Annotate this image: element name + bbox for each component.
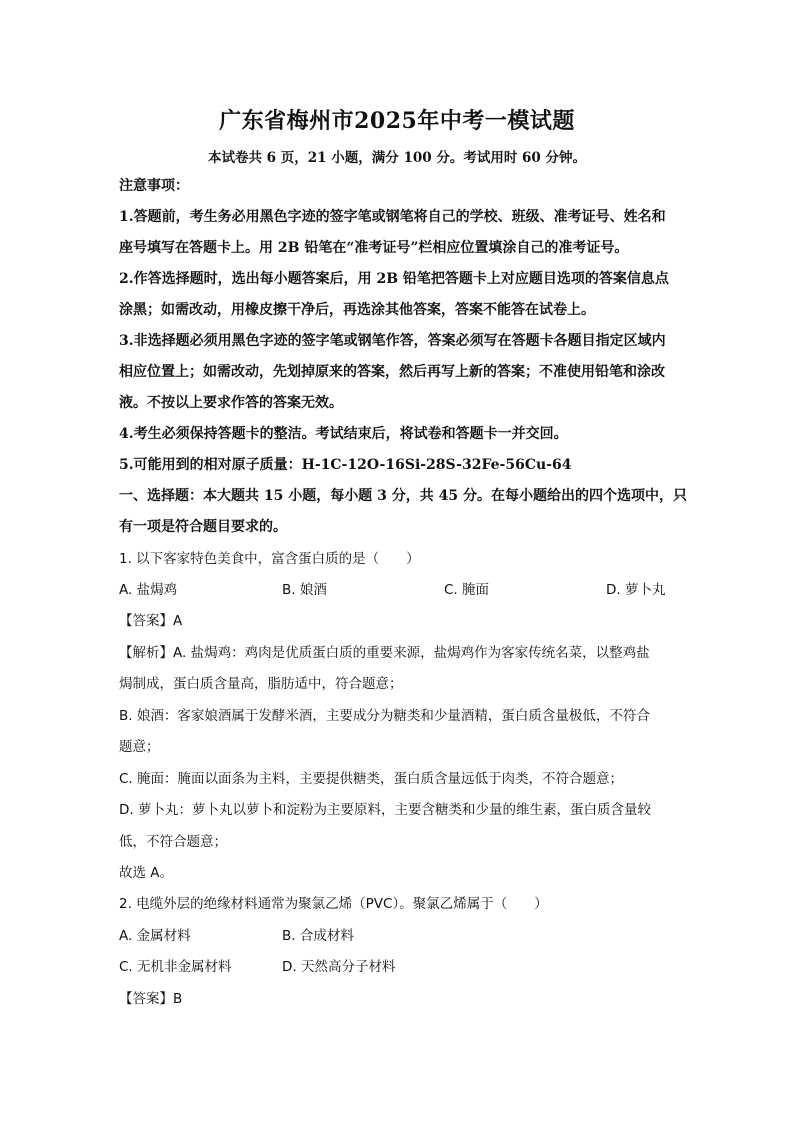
q1-conclusion: 故选 A。 — [119, 865, 174, 881]
note-2-line-1: 2.作答选择题时，选出每小题答案后，用 2B 铅笔把答题卡上对应题目选项的答案信息点 — [119, 271, 669, 287]
q1-option-c: C. 腌面 — [444, 582, 490, 598]
note-3-line-3: 液。不按以上要求作答的答案无效。 — [119, 395, 343, 411]
note-1-line-2: 座号填写在答题卡上。用 2B 铅笔在“准考证号”栏相应位置填涂自己的准考证号。 — [119, 240, 629, 256]
q2-option-c: C. 无机非金属材料 — [119, 959, 232, 975]
q2-option-b: B. 合成材料 — [282, 928, 354, 944]
q1-analysis-line: B. 娘酒：客家娘酒属于发酵米酒，主要成分为糖类和少量酒精，蛋白质含量极低，不符合 — [119, 708, 650, 724]
question-2-stem: 2. 电缆外层的绝缘材料通常为聚氯乙烯（PVC）。聚氯乙烯属于（ ） — [119, 896, 548, 912]
section-heading-line-1: 一、选择题：本大题共 15 小题，每小题 3 分，共 45 分。在每小题给出的四个选项中，只 — [119, 488, 687, 504]
q1-analysis-line: 低，不符合题意； — [119, 834, 227, 850]
q1-option-d: D. 萝卜丸 — [606, 582, 666, 598]
q1-analysis-line: 焗制成，蛋白质含量高，脂肪适中，符合题意； — [119, 676, 403, 692]
q1-analysis-line: C. 腌面：腌面以面条为主料，主要提供糖类，蛋白质含量远低于肉类，不符合题意； — [119, 771, 624, 787]
q2-option-a: A. 金属材料 — [119, 928, 191, 944]
note-2-line-2: 涂黑；如需改动，用橡皮擦干净后，再选涂其他答案，答案不能答在试卷上。 — [119, 302, 595, 318]
q1-analysis-line: D. 萝卜丸：萝卜丸以萝卜和淀粉为主要原料，主要含糖类和少量的维生素，蛋白质含量较 — [119, 802, 651, 818]
q1-option-b: B. 娘酒 — [282, 582, 327, 598]
note-1-line-1: 1.答题前，考生务必用黑色字迹的签字笔或钢笔将自己的学校、班级、准考证号、姓名和 — [119, 209, 666, 225]
question-1-stem: 1. 以下客家特色美食中，富含蛋白质的是（ ） — [119, 551, 420, 567]
note-3-line-1: 3.非选择题必须用黑色字迹的签字笔或钢笔作答，答案必须写在答题卡各题目指定区域内 — [119, 333, 666, 349]
q2-answer: 【答案】B — [119, 991, 183, 1007]
page-title: 广东省梅州市2025年中考一模试题 — [219, 108, 575, 134]
q1-analysis-line: 【解析】A. 盐焗鸡：鸡肉是优质蛋白质的重要来源，盐焗鸡作为客家传统名菜，以整鸡盐 — [119, 645, 650, 661]
notes-heading: 注意事项： — [119, 178, 189, 194]
q1-analysis-line: 题意； — [119, 739, 160, 755]
exam-info: 本试卷共 6 页，21 小题，满分 100 分。考试用时 60 分钟。 — [207, 150, 587, 166]
note-3-line-2: 相应位置上；如需改动，先划掉原来的答案，然后再写上新的答案；不准使用铅笔和涂改 — [119, 364, 665, 380]
note-5: 5.可能用到的相对原子质量：H-1C-12O-16Si-28S-32Fe-56Cu-64 — [119, 457, 572, 473]
q1-option-a: A. 盐焗鸡 — [119, 582, 178, 598]
q1-answer: 【答案】A — [119, 613, 183, 629]
section-heading-line-2: 有一项是符合题目要求的。 — [119, 519, 287, 535]
q2-option-d: D. 天然高分子材料 — [282, 959, 396, 975]
note-4: 4.考生必须保持答题卡的整洁。考试结束后，将试卷和答题卡一并交回。 — [119, 426, 568, 442]
